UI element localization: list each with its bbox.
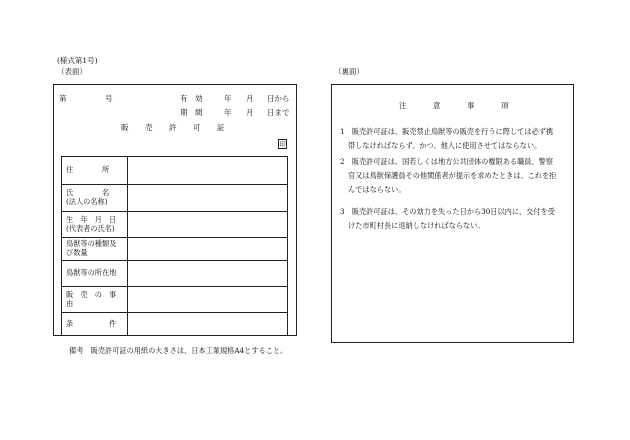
title-char: 許	[169, 123, 177, 132]
table-row	[62, 157, 287, 184]
row-label	[62, 157, 128, 184]
table-row	[62, 286, 287, 312]
heading-char: 注	[399, 101, 407, 110]
table-row	[62, 237, 287, 260]
form-number: (様式第1号)	[57, 56, 98, 65]
title-char: 販	[121, 123, 129, 132]
row-label	[62, 261, 128, 286]
number-go: 号	[105, 94, 113, 103]
heading-char: 事	[467, 101, 475, 110]
row-value-blank[interactable]	[128, 185, 287, 211]
row-value-blank[interactable]	[128, 212, 287, 237]
label-sub: (法人の名称)	[66, 197, 108, 206]
row-label	[62, 313, 128, 335]
note-line: 1 販売許可証は、販売禁止鳥獣等の販売を行うに際しては必ず携	[340, 127, 554, 136]
label-sub: び数量	[66, 248, 88, 257]
row-label	[62, 287, 128, 312]
validity-kan: 間	[195, 108, 203, 117]
note-line: んではならない。	[348, 185, 406, 194]
validity-from: 日から	[267, 94, 290, 103]
table-row	[62, 184, 287, 211]
note-line: 帯しなければならず、かつ、他人に使用させてはならない。	[348, 141, 542, 150]
seal-stamp-box: 印	[279, 140, 286, 148]
label-main: 鳥獣等の所在地	[66, 268, 117, 278]
label-sub: (代表者の氏名)	[66, 223, 115, 233]
row-label	[62, 212, 128, 237]
label-main: 住 所	[66, 165, 110, 175]
permit-details-table	[61, 156, 288, 336]
validity-until: 日まで	[267, 108, 290, 117]
note-line: 官又は鳥獣保護員その他関係者が提示を求めたときは、これを拒	[348, 171, 557, 180]
number-dai: 第	[59, 94, 67, 103]
back-side-label: （裏面）	[334, 67, 364, 76]
table-row	[62, 312, 287, 335]
row-value-blank[interactable]	[128, 313, 287, 335]
title-char: 可	[193, 123, 201, 132]
validity-year-2: 年	[224, 108, 232, 117]
front-side-label: （表面）	[57, 67, 87, 76]
row-value-blank[interactable]	[128, 261, 287, 286]
title-char: 証	[217, 123, 225, 132]
row-value-blank[interactable]	[128, 238, 287, 260]
row-value-blank[interactable]	[128, 157, 287, 184]
label-main: 条 件	[66, 318, 117, 328]
table-row	[62, 211, 287, 237]
heading-char: 意	[433, 101, 441, 110]
label-main: 生 年 月 日	[66, 214, 117, 224]
validity-yu: 有	[180, 94, 188, 103]
note-line: 3 販売許可証は、その効力を失った日から30日以内に、交付を受	[340, 207, 555, 216]
validity-month-2: 月	[246, 108, 254, 117]
validity-ki: 期	[180, 108, 188, 117]
title-char: 売	[145, 123, 153, 132]
table-row	[62, 260, 287, 286]
validity-kou: 効	[195, 94, 203, 103]
row-value-blank[interactable]	[128, 287, 287, 312]
note-line: 2 販売許可証は、国若しくは地方公共団体の権限ある職員、警察	[340, 157, 554, 166]
row-label	[62, 238, 128, 260]
heading-char: 項	[501, 101, 509, 110]
label-main: 販 売 の 事 由	[66, 289, 124, 308]
label-main: 氏 名	[66, 188, 110, 198]
label-main: 鳥獣等の種類及	[66, 239, 117, 249]
validity-year-1: 年	[224, 94, 232, 103]
validity-month-1: 月	[246, 94, 254, 103]
note-line: けた市町村長に返納しなければならない。	[348, 221, 485, 230]
footnote: 備考 販売許可証の用紙の大きさは、日本工業規格A4とすること。	[69, 346, 288, 355]
row-label	[62, 185, 128, 211]
